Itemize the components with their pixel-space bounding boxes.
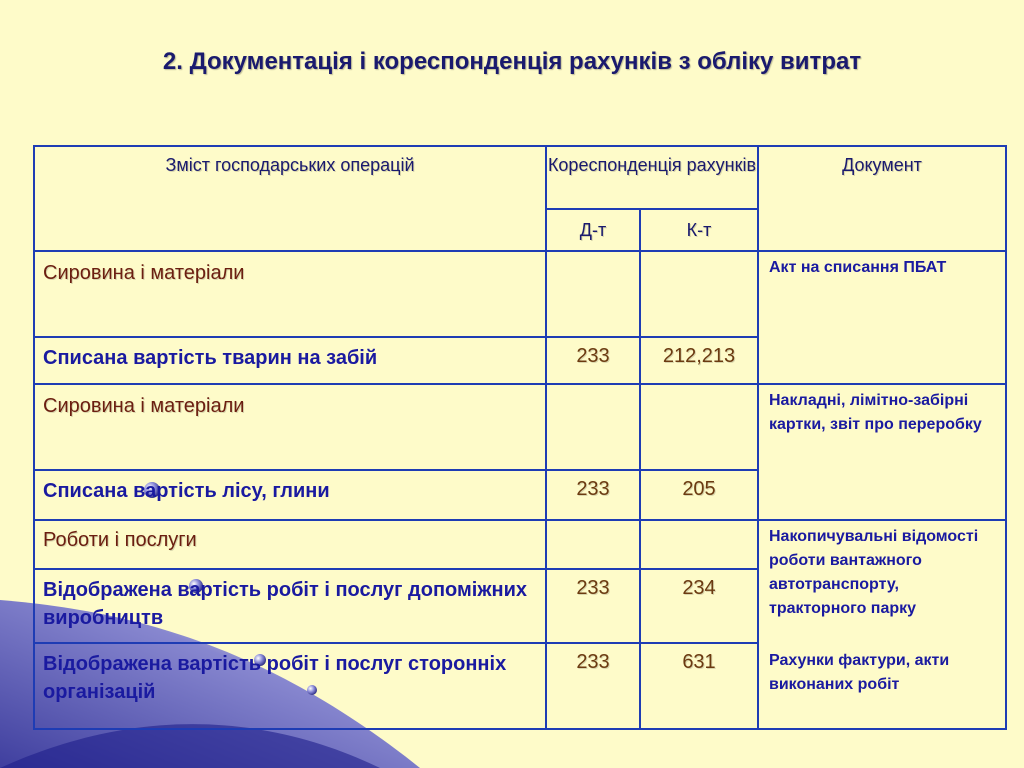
- debit-cell: 233: [546, 569, 640, 643]
- credit-cell: 212,213: [640, 337, 758, 384]
- debit-cell: 233: [546, 643, 640, 729]
- header-content: Зміст господарських операцій: [34, 146, 546, 251]
- row-label: Відображена вартість робіт і послуг допоміжних виробництв: [34, 569, 546, 643]
- header-correspondence: Кореспонденція рахунків: [546, 146, 758, 209]
- document-cell: Накопичувальні відомості роботи вантажного автотранспорту, тракторного парку Рахунки фактури, акти виконаних робіт: [758, 520, 1006, 729]
- debit-cell: 233: [546, 337, 640, 384]
- debit-cell: [546, 520, 640, 569]
- credit-cell: [640, 251, 758, 337]
- document-cell: Акт на списання ПБАТ: [758, 251, 1006, 384]
- row-label: Списана вартість лісу, глини: [34, 470, 546, 520]
- credit-cell: [640, 384, 758, 470]
- accounts-table: [33, 145, 1007, 730]
- table-row: [34, 520, 1006, 569]
- debit-cell: [546, 251, 640, 337]
- debit-cell: 233: [546, 470, 640, 520]
- debit-cell: [546, 384, 640, 470]
- row-label: Списана вартість тварин на забій: [34, 337, 546, 384]
- document-cell: Накладні, лімітно-забірні картки, звіт про переробку: [758, 384, 1006, 520]
- credit-cell: 234: [640, 569, 758, 643]
- row-label: Роботи і послуги: [34, 520, 546, 569]
- table-row: [34, 251, 1006, 337]
- row-label: Сировина і матеріали: [34, 251, 546, 337]
- header-debit: Д-т: [546, 209, 640, 251]
- credit-cell: 631: [640, 643, 758, 729]
- header-credit: К-т: [640, 209, 758, 251]
- page-title: 2. Документація і кореспонденція рахунків з обліку витрат: [162, 48, 862, 75]
- credit-cell: 205: [640, 470, 758, 520]
- credit-cell: [640, 520, 758, 569]
- table-row: [34, 384, 1006, 470]
- row-label: Відображена вартість робіт і послуг сторонніх організацій: [34, 643, 546, 729]
- header-document: Документ: [758, 146, 1006, 251]
- row-label: Сировина і матеріали: [34, 384, 546, 470]
